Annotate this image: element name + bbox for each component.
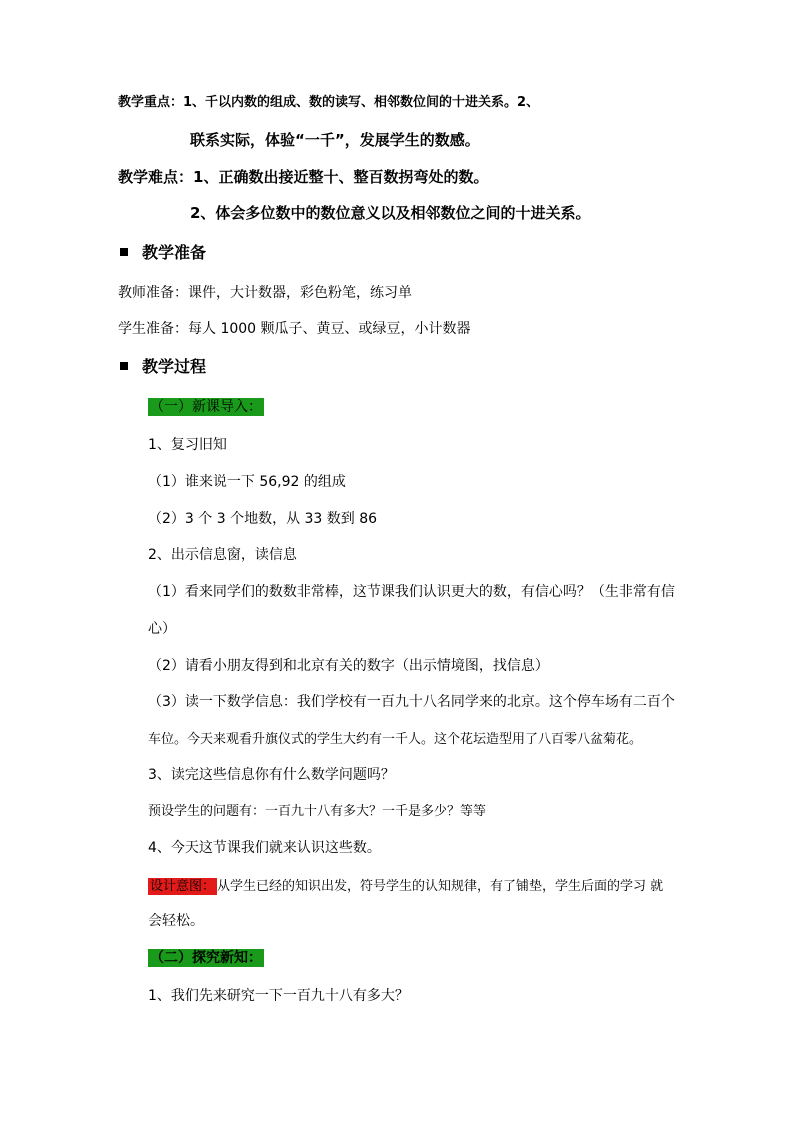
- list-item: （1）谁来说一下 56,92 的组成: [148, 474, 346, 490]
- student-preparation: 学生准备：每人 1000 颗瓜子、黄豆、或绿豆，小计数器: [118, 321, 471, 337]
- process-heading-text: 教学过程: [142, 357, 207, 376]
- list-item: 4、今天这节课我们就来认识这些数。: [148, 840, 381, 856]
- teacher-preparation: 教师准备：课件，大计数器，彩色粉笔，练习单: [118, 285, 412, 301]
- key-points-line2: 联系实际，体验“一千”，发展学生的数感。: [190, 131, 480, 149]
- list-item: 1、我们先来研究一下一百九十八有多大？: [148, 988, 409, 1004]
- list-item: 2、出示信息窗，读信息: [148, 547, 297, 563]
- list-item: （3）读一下数学信息：我们学校有一百九十八名同学来的北京。这个停车场有二百个: [148, 694, 675, 710]
- key-points-line1: 教学重点：1、千以内数的组成、数的读写、相邻数位间的十进关系。2、: [118, 95, 540, 110]
- difficult-points-line1: 教学难点：1、正确数出接近整十、整百数拐弯处的数。: [118, 168, 489, 186]
- square-bullet-icon: [120, 362, 128, 370]
- preparation-heading-text: 教学准备: [142, 243, 207, 262]
- square-bullet-icon: [120, 248, 128, 256]
- list-item: 车位。今天来观看升旗仪式的学生大约有一千人。这个花坛造型用了八百零八盆菊花。: [148, 732, 643, 747]
- design-intent-text: 从学生已经的知识出发，符号学生的认知规律，有了铺垫，学生后面的学习 就: [217, 879, 664, 894]
- design-intent-label: 设计意图：: [150, 879, 216, 894]
- list-item: （2）请看小朋友得到和北京有关的数字（出示情境图，找信息）: [148, 658, 549, 674]
- list-item: 心）: [148, 621, 176, 637]
- process-heading: [120, 359, 206, 375]
- list-item: 1、复习旧知: [148, 437, 227, 453]
- preparation-heading: [120, 245, 206, 261]
- list-item: 3、读完这些信息你有什么数学问题吗？: [148, 767, 395, 783]
- difficult-points-line2: 2、体会多位数中的数位意义以及相邻数位之间的十进关系。: [190, 204, 591, 222]
- section-explore-new: [148, 951, 264, 965]
- design-intent-continued: 会轻松。: [148, 913, 204, 929]
- design-intent: [148, 880, 663, 893]
- list-item: （1）看来同学们的数数非常棒，这节课我们认识更大的数，有信心吗？（生非常有信: [148, 584, 675, 600]
- section-new-lesson-intro: [148, 400, 264, 414]
- list-item: 预设学生的问题有：一百九十八有多大？一千是多少？等等: [148, 804, 487, 819]
- list-item: （2）3 个 3 个地数，从 33 数到 86: [148, 511, 378, 527]
- section2-label: （二）探究新知：: [150, 950, 262, 966]
- section1-label: （一）新课导入：: [150, 399, 262, 415]
